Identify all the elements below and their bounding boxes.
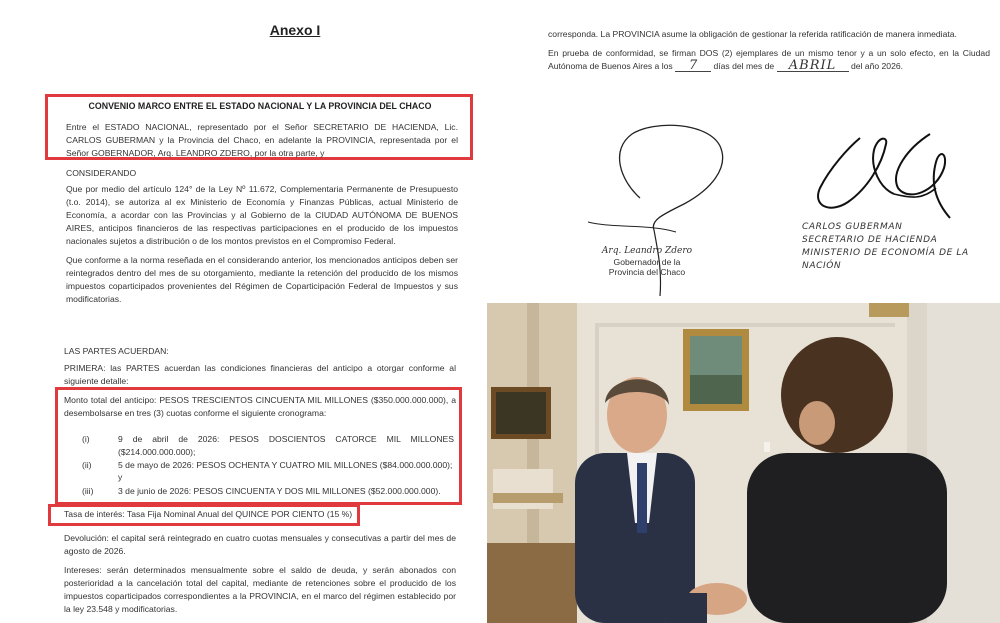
interest-rate: Tasa de interés: Tasa Fija Nominal Anual del QUINCE POR CIENTO (15 %) [64, 509, 353, 519]
intro-paragraph: Entre el ESTADO NACIONAL, representado por el Señor SECRETARIO DE HACIENDA, Lic. CARLOS GUBERMAN y la Provincia del Chaco, en adelante la PROVINCIA, representada por el Señor GOBERNADOR, Arq. LEANDRO ZDERO, por la otra parte, y [66, 122, 458, 158]
governor-title: Gobernador de la [613, 257, 681, 267]
handwritten-month: ABRIL [777, 60, 849, 72]
handwritten-signature-icon [790, 128, 990, 228]
primera-paragraph: PRIMERA: las PARTES acuerdan las condiciones financieras del anticipo a otorgar conforme al siguiente detalle: [64, 363, 456, 386]
year-suffix: del año 2026. [850, 61, 904, 71]
devolucion-paragraph: Devolución: el capital será reintegrado en cuatro cuotas mensuales y consecutivas a partir del mes de agosto de 2026. [64, 533, 456, 556]
governor-signline: Arq. Leandro Zdero [601, 246, 693, 256]
schedule-number: (i) [82, 434, 90, 444]
considerando-body [66, 183, 458, 312]
governor-province: Provincia del Chaco [608, 267, 686, 277]
minister-ministry: MINISTERIO DE ECONOMÍA DE LA [802, 248, 969, 258]
minister-title: SECRETARIO DE HACIENDA [802, 235, 938, 245]
convenio-heading: CONVENIO MARCO ENTRE EL ESTADO NACIONAL Y LA PROVINCIA DEL CHACO [88, 101, 432, 111]
handshake-photo-illustration [487, 303, 1000, 623]
intereses-paragraph: Intereses: serán determinados mensualmente sobre el saldo de deuda, y serán abonados con posterioridad a la cancelación total del capital, mediante de retenciones sobre el producido de los impuestos coparticipados correspondientes a la PROVINCIA, en el marco del régimen establecido por la ley 23.548 y modificatorias. [64, 565, 456, 614]
signature-page-text [548, 28, 990, 79]
minister-caption [802, 221, 1000, 273]
schedule-number: (iii) [82, 486, 94, 496]
monto-total [64, 394, 456, 426]
conformity-prefix: En prueba de conformidad, se firman DOS (2) ejemplares de un mismo tenor y a un solo efecto, en la Ciudad Autónoma de Buenos Aires a los [548, 48, 990, 71]
considerando-paragraph-2: Que conforme a la norma reseñada en el considerando anterior, los mencionados anticipos deben ser reintegrados dentro del mes de su otorgamiento, mediante la retención del producido de los mismos impuestos coparticipados provenientes del Régimen de Coparticipación Federal de Impuestos y sus modificatorias. [66, 255, 458, 304]
handwritten-day: 7 [675, 60, 711, 72]
governor-caption [592, 246, 702, 277]
schedule-text: 3 de junio de 2026: PESOS CINCUENTA Y DOS MIL MILLONES ($52.000.000.000). [118, 486, 441, 496]
annex-page-top [0, 0, 540, 322]
minister-ministry-end: NACIÓN [802, 261, 842, 271]
schedule-number: (ii) [82, 460, 92, 470]
schedule-text: 5 de mayo de 2026: PESOS OCHENTA Y CUATRO MIL MILLONES ($84.000.000.000); [118, 460, 453, 470]
schedule-conjunction: y [118, 472, 123, 482]
monto-paragraph: Monto total del anticipo: PESOS TRESCIENTOS CINCUENTA MIL MILLONES ($350.000.000.000), a desembolsarse en tres (3) cuotas conforme el siguiente cronograma: [64, 395, 456, 418]
minister-name: CARLOS GUBERMAN [802, 222, 903, 232]
agreement-page [0, 322, 487, 623]
handshake-photo [487, 303, 1000, 623]
signature-page [540, 0, 1000, 303]
repayment-terms [64, 532, 456, 622]
days-of-month-text: días del mes de [713, 61, 775, 71]
conformity-paragraph [548, 47, 990, 73]
partes-acuerdan: LAS PARTES ACUERDAN: [64, 346, 169, 356]
annex-title: Anexo I [269, 22, 321, 38]
schedule-text: 9 de abril de 2026: PESOS DOSCIENTOS CATORCE MIL MILLONES ($214.000.000.000); [118, 434, 454, 457]
considerando-label: CONSIDERANDO [66, 168, 137, 178]
considerando-paragraph-1: Que por medio del artículo 124° de la Ley Nº 11.672, Complementaria Permanente de Presupuesto (t.o. 2014), se autoriza al ex Ministerio de Economía y Finanzas Públicas, actual Ministerio de Economía, a acordar con las Provincias y al Gobierno de la CIUDAD AUTÓNOMA DE BUENOS AIRES, anticipos financieros de las respectivas participaciones en el producido de los impuestos nacionales sujetos a distribución o de los montos previstos en el Compromiso Federal. [66, 184, 458, 246]
ratification-paragraph: corresponda. La PROVINCIA asume la obligación de gestionar la referida ratificación de manera inmediata. [548, 29, 957, 39]
convenio-intro [66, 121, 458, 166]
